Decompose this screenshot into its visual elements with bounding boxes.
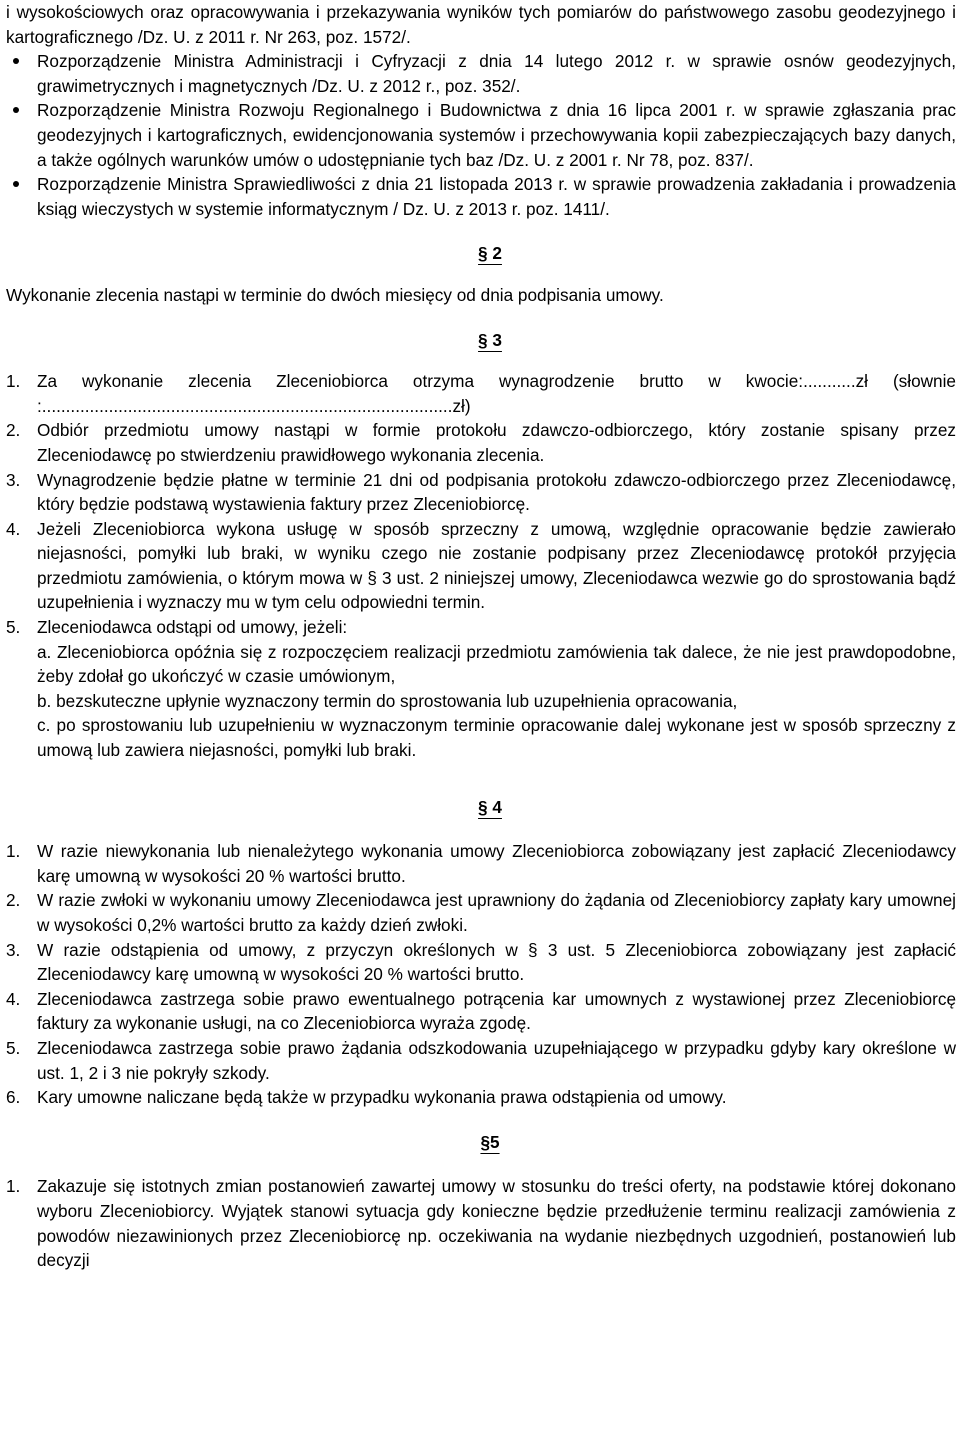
section-3-item: 3. Wynagrodzenie będzie płatne w terminie 21 dni od podpisania protokołu zdawczo-odbiorczego przez Zleceniodawcę, który będzie podstawą wystawienia faktury przez Zleceniobiorcę. — [6, 469, 956, 515]
section-3-subitem-a: a. Zleceniobiorca opóźnia się z rozpoczęciem realizacji przedmiotu zamówienia tak dalece, że nie jest prawdopodobne, żeby zdołał go ukończyć w czasie umówionym, — [37, 641, 956, 687]
section-3-item: 4. Jeżeli Zleceniobiorca wykona usługę w sposób sprzeczny z umową, względnie opracowanie będzie zawierało niejasności, pomyłki lub braki, w wyniku czego nie zostanie podpisany przez Zleceniodawcę protokół przyjęcia przedmiotu zamówienia, o którym mowa w § 3 ust. 2 niniejszej umowy, Zleceniodawca wezwie go do sprostowania bądź uzupełnienia i wyznaczy mu w tym celu odpowiedni termin. — [6, 518, 956, 613]
section-2-heading: § 2 — [478, 243, 502, 264]
section-3-heading: § 3 — [478, 329, 502, 350]
section-5-heading: §5 — [480, 1131, 500, 1152]
section-3-subitem-b: b. bezskuteczne upłynie wyznaczony termin do sprostowania lub uzupełnienia opracowania, — [37, 690, 738, 711]
section-5-item: 1. Zakazuje się istotnych zmian postanowień zawartej umowy w stosunku do treści oferty, na podstawie której dokonano wyboru Zleceniobiorcy. Wyjątek stanowi sytuacja gdy konieczne będzie przedłużenie terminu realizacji zamówienia z powodów niezawinionych przez Zleceniobiorcę np. oczekiwania na wydanie niezbędnych uzgodnień, postanowień lub decyzji — [6, 1176, 956, 1271]
section-3-item: 1. Za wykonanie zlecenia Zleceniobiorca otrzyma wynagrodzenie brutto w kwocie:...........zł (słownie :......................................................................................zł) — [6, 371, 956, 416]
bullet-item: Rozporządzenie Ministra Sprawiedliwości z dnia 21 listopada 2013 r. w sprawie prowadzenia zakładania i prowadzenia ksiąg wieczystych w systemie informatycznym / Dz. U. z 2013 r. poz. 1411/. — [6, 172, 956, 221]
bullet-item: Rozporządzenie Ministra Administracji i Cyfryzacji z dnia 14 lutego 2012 r. w sprawie osnów geodezyjnych, grawimetrycznych i magnetycznych /Dz. U. z 2012 r., poz. 352/. — [6, 49, 956, 98]
section-4-item: 6. Kary umowne naliczane będą także w przypadku wykonania prawa odstąpienia od umowy. — [6, 1087, 727, 1108]
section-3-item: 2. Odbiór przedmiotu umowy nastąpi w formie protokołu zdawczo-odbiorczego, który zostanie spisany przez Zleceniodawcę po stwierdzeniu prawidłowego wykonania zlecenia. — [6, 420, 956, 465]
section-4-item: 5. Zleceniodawca zastrzega sobie prawo żądania odszkodowania uzupełniającego w przypadku gdyby kary określone w ust. 1, 2 i 3 nie pokryły szkody. — [6, 1037, 956, 1083]
section-4-item: 3. W razie odstąpienia od umowy, z przyczyn określonych w § 3 ust. 5 Zleceniobiorca zobowiązany jest zapłacić Zleceniodawcy karę umowną w wysokości 20 % wartości brutto. — [6, 939, 956, 985]
section-4-item: 4. Zleceniodawca zastrzega sobie prawo ewentualnego potrącenia kar umownych z wystawionej przez Zleceniobiorcę faktury za wykonanie usługi, na co Zleceniobiorca wyraża zgodę. — [6, 988, 956, 1034]
section-4-heading: § 4 — [478, 796, 502, 817]
section-3-item: 5. Zleceniodawca odstąpi od umowy, jeżeli: — [6, 617, 348, 638]
section-4-item: 2. W razie zwłoki w wykonaniu umowy Zleceniodawca jest uprawniony do żądania od Zleceniobiorcy zapłaty kary umownej w wysokości 0,2% wartości brutto za każdy dzień zwłoki. — [6, 890, 956, 935]
bullet-item: Rozporządzenie Ministra Rozwoju Regionalnego i Budownictwa z dnia 16 lipca 2001 r. w sprawie zgłaszania prac geodezyjnych i kartograficznych, ewidencjonowania systemów i przechowywania kopii zabezpieczających bazy danych, a także ogólnych warunków umów o udostępnianie tych baz /Dz. U. z 2001 r. Nr 78, poz. 837/. — [6, 98, 956, 172]
section-3-subitem-c: c. po sprostowaniu lub uzupełnieniu w wyznaczonym terminie opracowanie dalej wykonane jest w sposób sprzeczny z umową lub zawiera niejasności, pomyłki lub braki. — [37, 715, 956, 761]
intro-tail: i wysokościowych oraz opracowywania i przekazywania wyników tych pomiarów do państwowego zasobu geodezyjnego i kartograficznego /Dz. U. z 2011 r. Nr 263, poz. 1572/. — [6, 2, 956, 47]
section-2-text: Wykonanie zlecenia nastąpi w terminie do dwóch miesięcy od dnia podpisania umowy. — [6, 284, 664, 305]
section-4-item: 1. W razie niewykonania lub nienależytego wykonania umowy Zleceniobiorca zobowiązany jest zapłacić Zleceniodawcy karę umowną w wysokości 20 % wartości brutto. — [6, 841, 956, 886]
